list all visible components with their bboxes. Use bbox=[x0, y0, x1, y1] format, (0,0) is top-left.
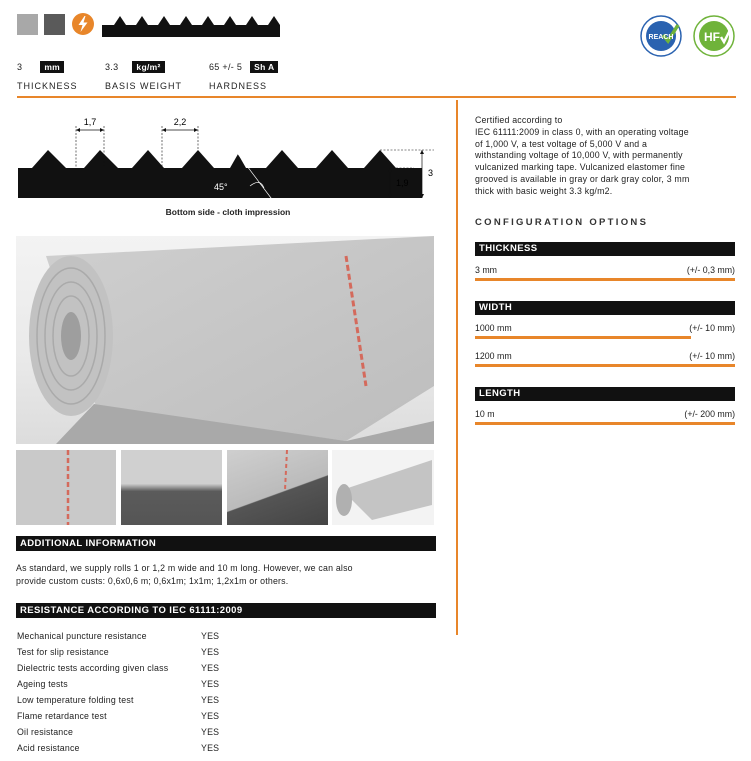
spec-label: BASIS WEIGHT bbox=[105, 81, 183, 91]
config-option-thickness[interactable] bbox=[475, 265, 735, 275]
description-line: of 1,000 V, a test voltage of 5,000 V and a bbox=[475, 138, 648, 149]
config-option-value: 1000 mm bbox=[475, 323, 512, 333]
resistance-heading: RESISTANCE ACCORDING TO IEC 61111:2009 bbox=[16, 603, 436, 618]
resistance-test: Mechanical puncture resistance bbox=[17, 631, 147, 641]
electric-bolt-icon bbox=[72, 13, 94, 35]
dim-label-top-right: 2,2 bbox=[173, 117, 187, 127]
resistance-row bbox=[17, 679, 220, 689]
dim-label-groove: 1,9 bbox=[396, 178, 409, 188]
reach-label: REACH bbox=[648, 34, 674, 41]
additional-info-heading: ADDITIONAL INFORMATION bbox=[16, 536, 436, 551]
config-option-width-1000[interactable] bbox=[475, 323, 735, 333]
config-option-value: 1200 mm bbox=[475, 351, 512, 361]
config-option-tolerance: (+/- 200 mm) bbox=[684, 409, 735, 419]
resistance-test: Dielectric tests according given class bbox=[17, 663, 169, 673]
spec-unit: kg/m² bbox=[132, 61, 164, 73]
hf-label: HF bbox=[704, 30, 720, 44]
resistance-result: YES bbox=[201, 711, 220, 721]
spec-unit: Sh A bbox=[250, 61, 278, 73]
resistance-row bbox=[17, 663, 220, 673]
config-option-value: 10 m bbox=[475, 409, 495, 419]
cross-section-diagram bbox=[14, 112, 444, 204]
config-option-tolerance: (+/- 0,3 mm) bbox=[686, 265, 735, 275]
resistance-test: Low temperature folding test bbox=[17, 695, 134, 705]
spec-label: HARDNESS bbox=[209, 81, 268, 91]
spec-hardness bbox=[209, 61, 278, 91]
resistance-result: YES bbox=[201, 695, 220, 705]
config-heading-width: WIDTH bbox=[475, 301, 735, 315]
resistance-row bbox=[17, 711, 220, 721]
resistance-row bbox=[17, 727, 220, 737]
thumbnail-marking-tape[interactable] bbox=[16, 450, 116, 525]
config-option-tolerance: (+/- 10 mm) bbox=[689, 351, 735, 361]
description-line: Certified according to bbox=[475, 115, 563, 125]
spec-value: 3.3 bbox=[105, 62, 119, 72]
resistance-result: YES bbox=[201, 727, 220, 737]
config-option-value: 3 mm bbox=[475, 265, 497, 275]
resistance-result: YES bbox=[201, 679, 220, 689]
description-line: thick with basic weight 3.3 kg/m2. bbox=[475, 185, 613, 196]
description-line: vulcanized marking tape. Vulcanized elastomer fine bbox=[475, 162, 686, 173]
resistance-result: YES bbox=[201, 663, 220, 673]
dim-label-total: 3 bbox=[428, 168, 434, 178]
angle-label: 45° bbox=[214, 182, 228, 192]
resistance-row bbox=[17, 743, 220, 753]
groove-profile-icon bbox=[102, 12, 280, 37]
column-divider bbox=[456, 100, 458, 635]
resistance-result: YES bbox=[201, 743, 220, 753]
additional-info-line-1: As standard, we supply rolls 1 or 1,2 m wide and 10 m long. However, we can also bbox=[16, 563, 353, 573]
dim-label-top-left: 1,7 bbox=[83, 117, 97, 127]
resistance-result: YES bbox=[201, 631, 220, 641]
config-option-bar bbox=[475, 364, 735, 367]
config-option-bar bbox=[475, 278, 735, 281]
resistance-row bbox=[17, 695, 220, 705]
config-heading-thickness: THICKNESS bbox=[475, 242, 735, 256]
resistance-row bbox=[17, 631, 220, 641]
description-line: grooved is available in gray or dark gray color, 3 mm bbox=[475, 173, 690, 184]
config-option-tolerance: (+/- 10 mm) bbox=[689, 323, 735, 333]
config-option-bar bbox=[475, 336, 691, 339]
description-line: IEC 61111:2009 in class 0, with an operating voltage bbox=[475, 126, 689, 137]
resistance-test: Test for slip resistance bbox=[17, 647, 109, 657]
additional-info-line-2: provide custom custs: 0,6x0,6 m; 0,6x1m; 1x1m; 1,2x1m or others. bbox=[16, 576, 289, 586]
spec-label: THICKNESS bbox=[17, 81, 78, 91]
product-roll-photo bbox=[16, 236, 434, 444]
resistance-test: Ageing tests bbox=[17, 679, 68, 689]
config-heading-length: LENGTH bbox=[475, 387, 735, 401]
header-divider bbox=[17, 96, 736, 98]
thumbnail-roll[interactable] bbox=[332, 450, 434, 525]
config-option-bar bbox=[475, 422, 735, 425]
description-line: withstanding voltage of 10,000 V, with permanently bbox=[475, 150, 683, 161]
spec-basis-weight bbox=[105, 61, 182, 91]
product-description bbox=[475, 115, 690, 198]
resistance-test: Flame retardance test bbox=[17, 711, 107, 721]
resistance-test: Acid resistance bbox=[17, 743, 80, 753]
spec-unit: mm bbox=[40, 61, 64, 73]
resistance-row bbox=[17, 647, 220, 657]
spec-value: 65 +/- 5 bbox=[209, 62, 243, 72]
spec-value: 3 bbox=[17, 62, 23, 72]
thumbnail-underside[interactable] bbox=[227, 450, 328, 525]
diagram-caption: Bottom side - cloth impression bbox=[165, 207, 291, 217]
reach-badge bbox=[640, 15, 682, 57]
resistance-result: YES bbox=[201, 647, 220, 657]
configuration-title: CONFIGURATION OPTIONS bbox=[475, 217, 649, 228]
config-option-length[interactable] bbox=[475, 409, 735, 419]
gray-color-swatch bbox=[17, 14, 38, 35]
thumbnail-texture[interactable] bbox=[121, 450, 222, 525]
spec-thickness bbox=[17, 61, 78, 91]
halogen-free-badge bbox=[693, 15, 735, 57]
resistance-test: Oil resistance bbox=[17, 727, 74, 737]
config-option-width-1200[interactable] bbox=[475, 351, 735, 361]
dark-gray-color-swatch bbox=[44, 14, 65, 35]
